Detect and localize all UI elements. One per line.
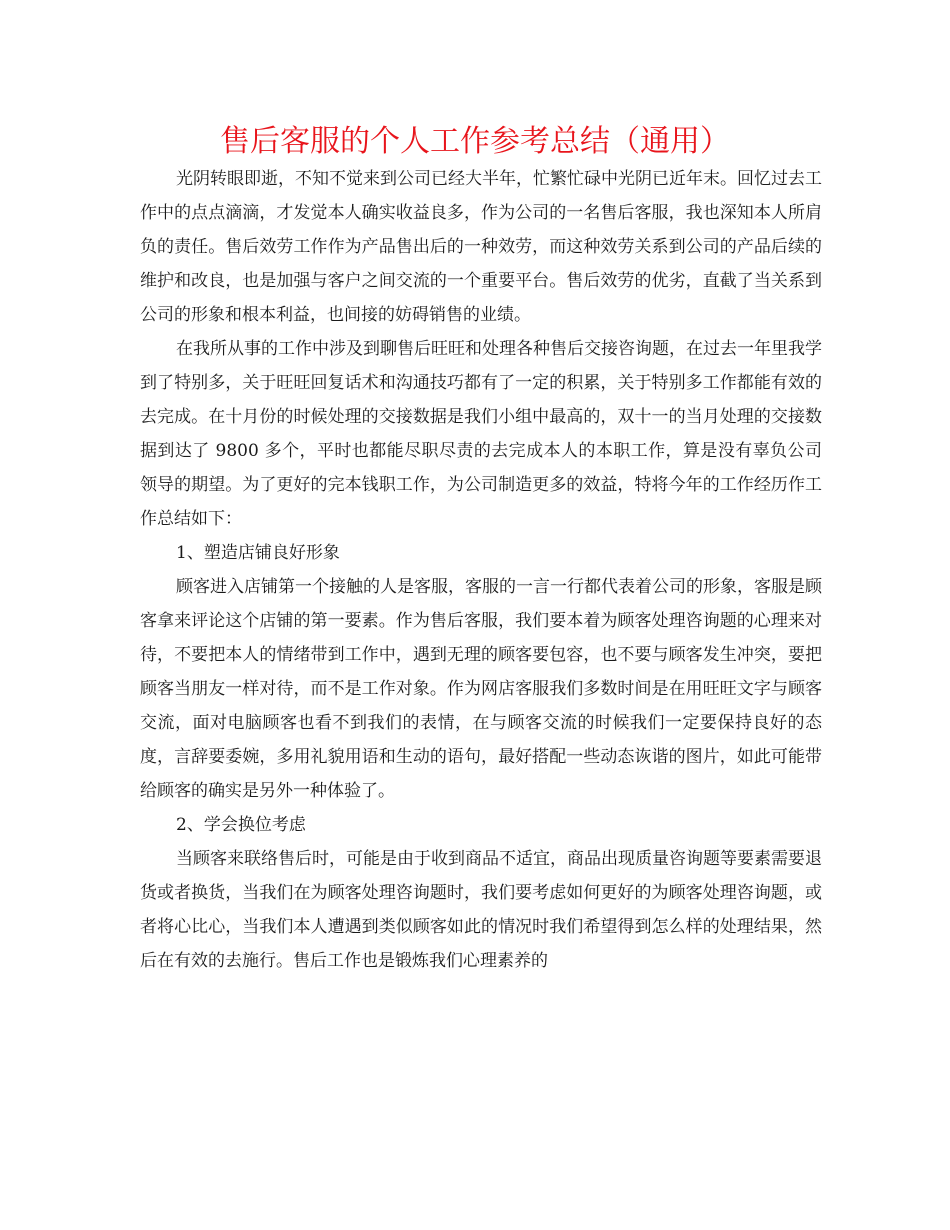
document-title: 售后客服的个人工作参考总结（通用）: [220, 124, 730, 159]
document-body: [140, 162, 822, 978]
paragraph-intro: 光阴转眼即逝，不知不觉来到公司已经大半年，忙繁忙碌中光阴已近年末。回忆过去工作中的点点滴滴，才发觉本人确实收益良多，作为公司的一名售后客服，我也深知本人所肩负的责任。售后效劳工作作为产品售出后的一种效劳，而这种效劳关系到公司的产品后续的维护和改良，也是加强与客户之间交流的一个重要平台。售后效劳的优劣，直截了当关系到公司的形象和根本利益，也间接的妨碍销售的业绩。: [140, 169, 822, 325]
paragraph-work-summary: 在我所从事的工作中涉及到聊售后旺旺和处理各种售后交接咨询题，在过去一年里我学到了特别多，关于旺旺回复话术和沟通技巧都有了一定的积累，关于特别多工作都能有效的去完成。在十月份的时候处理的交接数据是我们小组中最高的，双十一的当月处理的交接数据到达了 9800 多个，平时也都能尽职尽责的去完成本人的本职工作，算是没有辜负公司领导的期望。为了更好的完本钱职工作，为公司制造更多的效益，特将今年的工作经历作工作总结如下：: [140, 339, 822, 529]
section-heading-1: 1、塑造店铺良好形象: [176, 543, 340, 563]
paragraph-section-1: 顾客进入店铺第一个接触的人是客服，客服的一言一行都代表着公司的形象，客服是顾客拿来评论这个店铺的第一要素。作为售后客服，我们要本着为顾客处理咨询题的心理来对待，不要把本人的情绪带到工作中，遇到无理的顾客要包容，也不要与顾客发生冲突，要把顾客当朋友一样对待，而不是工作对象。作为网店客服我们多数时间是在用旺旺文字与顾客交流，面对电脑顾客也看不到我们的表情，在与顾客交流的时候我们一定要保持良好的态度，言辞要委婉，多用礼貌用语和生动的语句，最好搭配一些动态诙谐的图片，如此可能带给顾客的确实是另外一种体验了。: [140, 577, 822, 801]
paragraph-section-2: 当顾客来联络售后时，可能是由于收到商品不适宜，商品出现质量咨询题等要素需要退货或者换货，当我们在为顾客处理咨询题时，我们要考虑如何更好的为顾客处理咨询题，或者将心比心，当我们本人遭遇到类似顾客如此的情况时我们希望得到怎么样的处理结果，然后在有效的去施行。售后工作也是锻炼我们心理素养的: [140, 849, 822, 971]
section-heading-2: 2、学会换位考虑: [176, 815, 306, 835]
